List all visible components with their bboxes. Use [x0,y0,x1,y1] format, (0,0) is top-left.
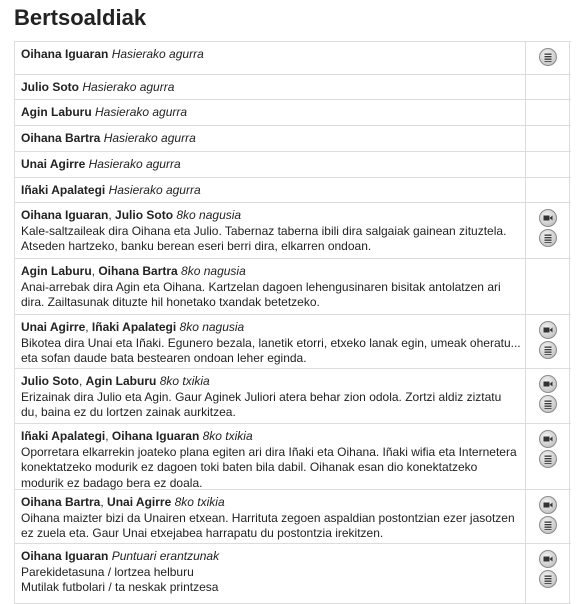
bertsolari-name: Unai Agirre [21,320,86,334]
row-description-line: Bikotea dira Unai eta Iñaki. Egunero bezala, lanetik etorri, etxeko lanak egin, umeak oheratu... [21,335,521,350]
bertsolari-name: Oihana Bartra [98,264,178,278]
video-icon[interactable] [539,496,557,514]
table-row [14,126,571,152]
row-actions-cell [525,544,570,603]
bertsolari-name: Agin Laburu [85,374,157,388]
row-text-cell [14,203,525,258]
row-description-line: konektatzeko modurik ez dagoen toki baten bila dabil. Oihanak esan dio konektatzeko [21,460,478,474]
video-icon[interactable] [539,375,557,393]
row-actions-cell [525,315,570,368]
table-row [14,369,571,424]
bertso-type: 8ko txikia [159,374,210,388]
list-icon[interactable] [539,341,557,359]
row-description-line: dira. Zailtasunak dituzte hil honetako txandak betetzeko. [21,295,320,309]
row-text-cell [14,315,525,368]
row-actions-cell [525,178,570,202]
bertsolari-name: Iñaki Apalategi [21,183,106,197]
video-icon[interactable] [539,321,557,339]
list-icon[interactable] [539,229,557,247]
table-row [14,152,571,178]
row-description-line: Erizainak dira Julio eta Agin. Gaur Aginek Juliori atera behar zion odola. Zortzi aldiz ziztatu [21,389,502,404]
list-icon[interactable] [539,395,557,413]
bertso-type: 8ko nagusia [181,264,246,278]
row-heading [21,47,525,63]
video-icon[interactable] [539,209,557,227]
bertso-type: Hasierako agurra [103,131,196,145]
list-icon[interactable] [539,48,557,66]
table-row [14,315,571,369]
row-description-line: Atseden hartzeko, banku berean eseri berri dira, elkarren ondoan. [21,239,372,253]
row-heading [21,208,525,224]
bertso-type: 8ko txikia [202,429,253,443]
bertso-type: Hasierako agurra [108,183,201,197]
name-separator: , [105,429,112,443]
table-row [14,100,571,126]
video-icon[interactable] [539,550,557,568]
table-row [14,203,571,259]
row-actions-cell [525,203,570,258]
bertsolari-name: Unai Agirre [21,157,86,171]
row-text-cell [14,152,525,177]
page-title: Bertsoaldiak [14,5,147,30]
row-heading [21,374,525,390]
bertsolari-name: Julio Soto [115,208,174,222]
bertsolari-name: Unai Agirre [107,495,172,509]
name-separator: , [79,374,86,388]
name-separator: , [100,495,108,509]
bertsolari-name: Iñaki Apalategi [21,429,106,443]
row-actions-cell [525,152,570,177]
bertso-type: Hasierako agurra [95,105,188,119]
row-description-line: Kale-saltzaileak dira Oihana eta Julio. Tabernaz taberna ibili dira salgaiak gainean zituztela. [21,223,507,238]
table-row [14,42,571,75]
table-row [14,75,571,100]
table-row [14,259,571,315]
bertso-type: Puntuari erantzunak [111,549,220,563]
row-description-line: Parekidetasuna / lortzea helburu [21,564,194,579]
row-actions-cell [525,369,570,423]
bertsolari-name: Oihana Iguaran [21,549,109,563]
row-heading [21,264,525,280]
row-description-line: du, baina ez du lortzen zainak aurkitzea. [21,405,236,419]
row-text-cell [14,544,525,603]
bertso-type: 8ko nagusia [176,208,242,222]
row-heading [21,157,525,173]
row-text-cell [14,369,525,423]
bertsolari-name: Agin Laburu [21,264,92,278]
row-actions-cell [525,100,570,125]
list-icon[interactable] [539,516,557,534]
list-icon[interactable] [539,450,557,468]
row-text-cell [14,100,525,125]
bertsolari-name: Julio Soto [21,374,79,388]
name-separator: , [91,264,99,278]
row-description-line: Oihana maizter bizi da Unairen etxean. Harrituta zegoen aspaldian postontzian ezer jasotzen [21,510,515,525]
bertsolari-name: Julio Soto [21,80,79,94]
row-text-cell [14,75,525,99]
bertso-type: 8ko nagusia [179,320,245,334]
row-actions-cell [525,424,570,489]
bertsolari-name: Oihana Iguaran [21,47,109,61]
row-heading [21,429,525,445]
table-row [14,424,571,490]
row-description-line: ez zuela eta. Gaur Unai etxejabea harrapatu du postontzia irekitzen. [21,526,384,540]
row-text-cell [14,259,525,314]
row-heading [21,495,525,511]
row-heading [21,131,525,147]
row-heading [21,105,525,121]
row-heading [21,320,525,336]
bertsolari-name: Agin Laburu [21,105,92,119]
bertso-type: Hasierako agurra [111,47,204,61]
bertsolari-name: Oihana Bartra [21,495,101,509]
row-description-line: eta sofan daude bata bestearen ondoan leher eginda. [21,351,307,365]
row-heading [21,80,525,96]
row-text-cell [14,490,525,543]
bertsoaldiak-table [14,41,571,604]
bertso-type: 8ko txikia [174,495,225,509]
table-row [14,490,571,544]
row-text-cell [14,126,525,151]
row-text-cell [14,42,525,74]
bertsolari-name: Oihana Bartra [21,131,101,145]
row-actions-cell [525,126,570,151]
name-separator: , [85,320,92,334]
row-heading [21,549,525,565]
table-row [14,178,571,203]
name-separator: , [108,208,116,222]
bertso-type: Hasierako agurra [88,157,181,171]
row-description-line: Oporretara elkarrekin joateko plana egiten ari dira Iñaki eta Oihana. Iñaki wifia eta Internetera [21,444,517,459]
row-heading [21,183,525,199]
bertso-type: Hasierako agurra [82,80,175,94]
row-text-cell [14,178,525,202]
row-actions-cell [525,75,570,99]
bertsolari-name: Oihana Iguaran [21,208,109,222]
table-row [14,544,571,604]
row-description-line: modurik ez badago bera ez doala. [21,475,203,490]
bertsolari-name: Oihana Iguaran [111,429,200,443]
video-icon[interactable] [539,430,557,448]
row-description-line: Anai-arrebak dira Agin eta Oihana. Kartzelan dagoen lehengusinaren bisitak antolatzen ari [21,279,501,294]
row-actions-cell [525,42,570,74]
list-icon[interactable] [539,570,557,588]
row-actions-cell [525,259,570,314]
bertsolari-name: Iñaki Apalategi [91,320,177,334]
row-text-cell [14,424,525,489]
row-description-line: Mutilak futbolari / ta neskak printzesa [21,580,219,594]
row-actions-cell [525,490,570,543]
